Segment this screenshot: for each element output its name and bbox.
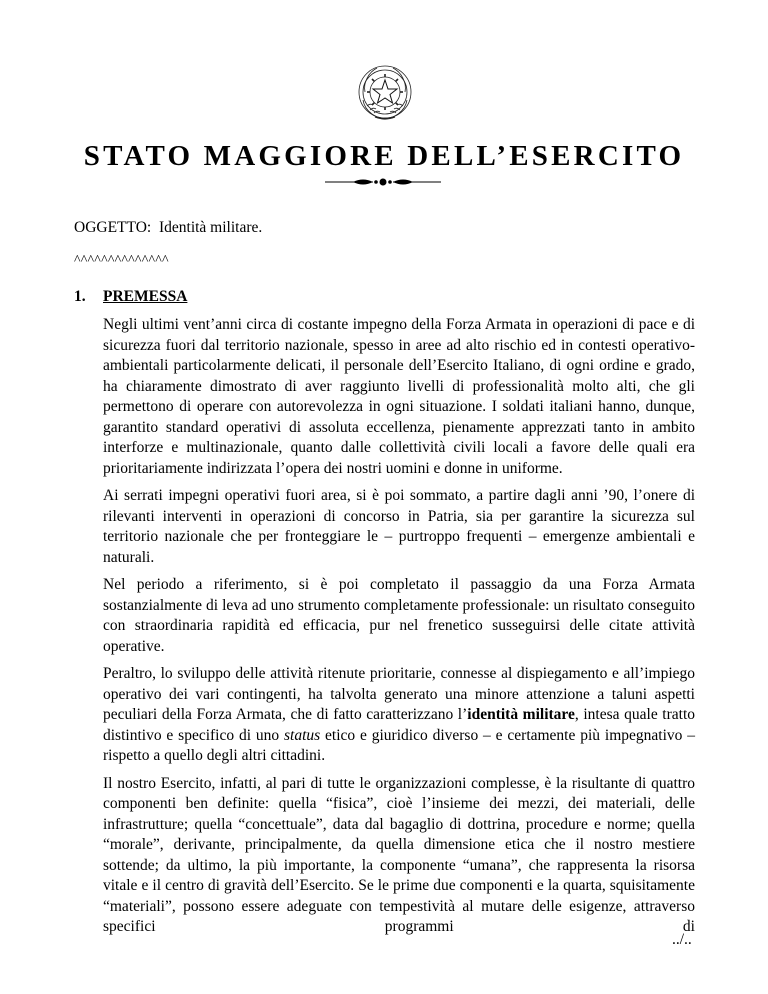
page-title: STATO MAGGIORE DELL’ESERCITO bbox=[83, 140, 685, 172]
bold-term: identità militare bbox=[467, 706, 575, 723]
subject-label: OGGETTO: bbox=[74, 219, 152, 236]
continuation-mark: ../.. bbox=[672, 931, 692, 948]
paragraph: Negli ultimi vent’anni circa di costante impegno della Forza Armata in operazioni di pace e di sicurezza fuori dal territorio nazionale, spesso in aree ad alto rischio ed in contesti operativo-ambientali particolarmente delicati, il personale dell’Esercito Italiano, di ogni ordine e grado, ha chiaramente dimostrato di aver raggiunto livelli di professionalità molto alti, che gli permettono di operare con autorevolezza in ogni situazione. I soldati italiani hanno, dunque, garantito standard operativi di assoluta eccellenza, pienamente apprezzati tanto in ambito interforze e multinazionale, quanto dalle collettività civili locali a favore delle quali era prioritariamente indirizzata l’opera dei nostri uomini e donne in uniforme. bbox=[103, 316, 695, 477]
subject-line bbox=[74, 219, 262, 237]
italic-term: status bbox=[283, 726, 321, 744]
paragraph-text: Peraltro, lo sviluppo delle attività ritenute prioritarie, connesse al dispiegamento e all’impiego operativo dei vari contingenti, ha talvolta generato una minore attenzione a taluni aspetti peculiari della Forza Armata, che di fatto caratterizzano l’ bbox=[103, 665, 695, 723]
section-title: PREMESSA bbox=[103, 288, 188, 305]
italian-republic-emblem-icon bbox=[355, 62, 415, 122]
paragraph: Nel periodo a riferimento, si è poi completato il passaggio da una Forza Armata sostanzialmente di leva ad uno strumento completamente professionale: un risultato conseguito con straordinaria rapidità ed efficacia, pur nel frenetico susseguirsi delle citate attività operative. bbox=[103, 576, 695, 655]
section-body bbox=[103, 315, 695, 945]
section-number: 1. bbox=[74, 288, 86, 305]
decorative-flourish-icon bbox=[323, 177, 443, 187]
paragraph bbox=[103, 664, 695, 767]
paragraph: Ai serrati impegni operativi fuori area, si è poi sommato, a partire dagli anni ’90, l’onere di rilevanti interventi in operazioni di concorso in Patria, sia per garantire la sicurezza sul territorio nazionale che per fronteggiare le – purtroppo frequenti – emergenze ambientali e naturali. bbox=[103, 487, 695, 566]
paragraph-text: etico e giuridico diverso – e certamente più impegnativo – rispetto a quello degli altri cittadini. bbox=[103, 726, 695, 764]
paragraph-text: , intesa quale tratto distintivo e specifico di uno bbox=[103, 706, 696, 744]
subject-text: Identità militare. bbox=[158, 219, 263, 236]
paragraph: Il nostro Esercito, infatti, al pari di tutte le organizzazioni complesse, è la risultante di quattro componenti ben definite: quella “fisica”, cioè l’insieme dei mezzi, dei materiali, delle infrastrutture; quella “concettuale”, data dal bagaglio di dottrina, procedure e norme; quella “morale”, derivante, principalmente, da quella dimensione etica che il nostro mestiere sottende; da ultimo, la più importante, la componente “umana”, che rappresenta la risorsa vitale e il centro di gravità dell’Esercito. Se le prime due componenti e la quarta, squisitamente “materiali”, possono essere adeguate con tempestività al mutare delle esigenze, attraverso specifici programmi di bbox=[103, 774, 695, 935]
separator-line: ^^^^^^^^^^^^^^ bbox=[74, 253, 169, 268]
